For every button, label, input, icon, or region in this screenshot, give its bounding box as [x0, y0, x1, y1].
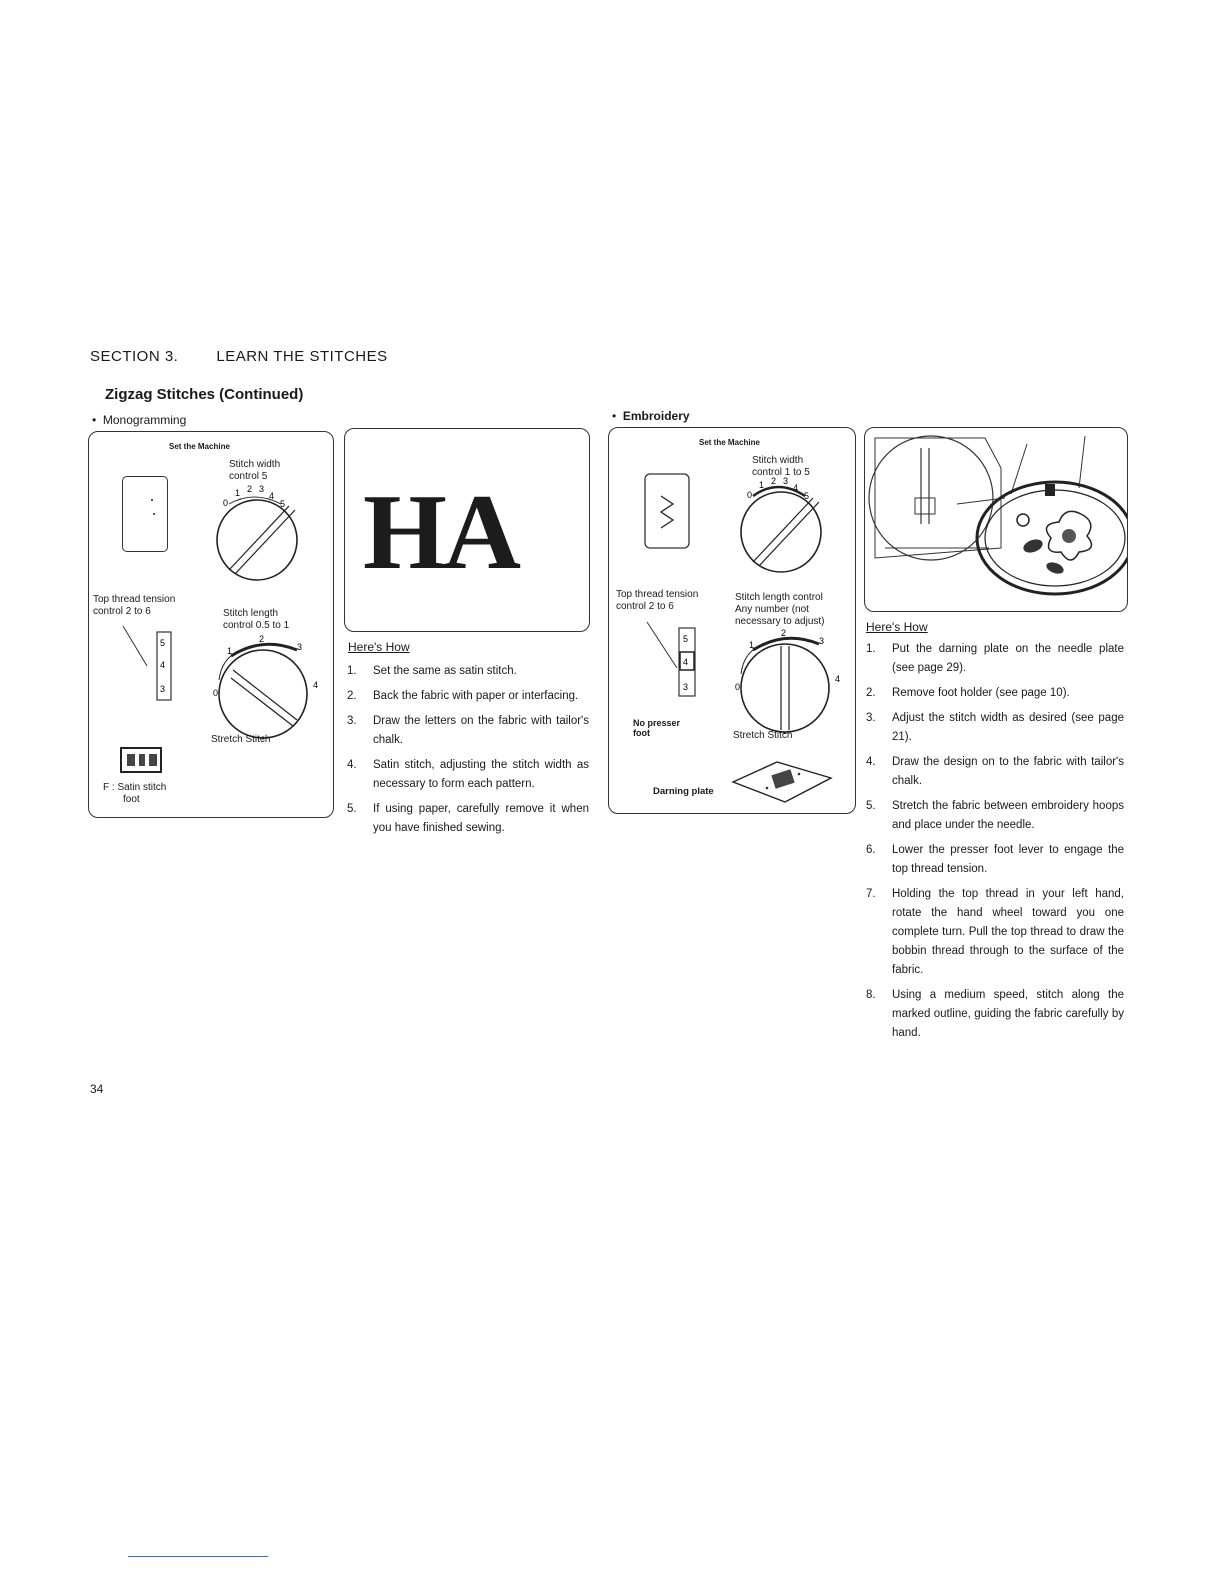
svg-text:2: 2	[259, 634, 265, 644]
svg-text:1: 1	[749, 640, 755, 650]
svg-text:5: 5	[804, 491, 810, 501]
monogramming-steps	[347, 662, 589, 844]
list-item: 5. If using paper, carefully remove it when you have finished sewing.	[347, 803, 589, 834]
dial-tick: 1	[235, 488, 241, 498]
stitch-length-label: Stitch length control 0.5 to 1	[223, 608, 290, 631]
list-item: 3. Adjust the stitch width as desired (see page 21).	[866, 712, 1124, 743]
svg-text:3: 3	[297, 642, 303, 652]
svg-text:2: 2	[781, 628, 787, 638]
list-item: 7. Holding the top thread in your left hand, rotate the hand wheel toward you one complete turn. Pull the top thread to draw the bobbin thread through to the surface of the fabric.	[866, 888, 1124, 976]
no-presser-foot-label: No presser foot	[633, 718, 681, 738]
stitch-length-label: Stitch length control Any number (not necessary to adjust)	[735, 592, 825, 627]
tension-indicator-icon	[643, 618, 713, 708]
svg-text:4: 4	[160, 660, 166, 670]
list-item: 1. Put the darning plate on the needle plate (see page 29).	[866, 643, 1124, 674]
dial-tick: 3	[259, 484, 265, 494]
list-item: 4. Draw the design on to the fabric with tailor's chalk.	[866, 756, 1124, 787]
foot-label: F : Satin stitch foot	[103, 782, 167, 805]
list-item: 5. Stretch the fabric between embroidery hoops and place under the needle.	[866, 800, 1124, 831]
svg-text:0: 0	[735, 682, 741, 692]
svg-text:4: 4	[313, 680, 319, 690]
stitch-length-dial-icon	[723, 624, 853, 734]
page-subtitle: Zigzag Stitches (Continued)	[105, 386, 304, 403]
svg-text:2: 2	[771, 476, 777, 486]
svg-text:3: 3	[683, 682, 689, 692]
stitch-width-label: Stitch width control 1 to 5	[752, 455, 810, 478]
bullet-icon: •	[92, 413, 103, 427]
stitch-width-dial-icon	[733, 474, 843, 574]
list-item: 1. Set the same as satin stitch.	[347, 665, 517, 677]
tension-indicator-icon	[119, 622, 189, 712]
darning-plate-label: Darning plate	[653, 786, 714, 797]
section-name: LEARN THE STITCHES	[216, 348, 388, 365]
bullet-icon: •	[612, 409, 623, 423]
page-number: 34	[90, 1082, 104, 1096]
svg-text:4: 4	[683, 657, 689, 667]
svg-text:0: 0	[213, 688, 219, 698]
list-item: 8. Using a medium speed, stitch along the marked outline, guiding the fabric carefully by hand.	[866, 989, 1124, 1039]
embroidery-label: Embroidery	[622, 409, 690, 423]
satin-stitch-foot-icon	[119, 744, 165, 776]
stitch-pattern-card-icon	[122, 476, 168, 552]
section-title	[90, 348, 388, 365]
svg-text:3: 3	[160, 684, 166, 694]
set-machine-label: Set the Machine	[169, 442, 230, 451]
list-item: 2. Remove foot holder (see page 10).	[866, 687, 1070, 699]
embroidery-hoop-illustration	[864, 427, 1128, 612]
embroidery-settings-panel	[608, 427, 856, 814]
svg-text:3: 3	[819, 636, 825, 646]
monogram-sample-panel	[344, 428, 590, 632]
monogramming-heading	[92, 413, 186, 427]
svg-text:1: 1	[227, 646, 233, 656]
dial-tick: 2	[247, 484, 253, 494]
list-item: 2. Back the fabric with paper or interfacing.	[347, 690, 579, 702]
tension-label: Top thread tension control 2 to 6	[93, 594, 176, 617]
dial-tick: 4	[269, 491, 275, 501]
dial-tick: 0	[223, 498, 229, 508]
svg-text:3: 3	[783, 476, 789, 486]
stretch-stitch-label: Stretch Stitch	[733, 730, 793, 741]
monogramming-label: Monogramming	[102, 413, 187, 427]
monogram-sample-letters: HA	[363, 473, 517, 592]
stitch-width-dial-icon	[209, 482, 319, 582]
embroidery-heres-how: Here's How	[866, 620, 928, 634]
stretch-stitch-label: Stretch Stitch	[211, 734, 271, 745]
list-item: 4. Satin stitch, adjusting the stitch width as necessary to form each pattern.	[347, 759, 589, 790]
section-number: SECTION 3.	[90, 348, 179, 365]
stitch-length-dial-icon	[201, 630, 331, 740]
embroidery-heading	[612, 409, 690, 423]
darning-plate-icon	[727, 758, 837, 808]
list-item: 3. Draw the letters on the fabric with tailor's chalk.	[347, 715, 589, 746]
embroidery-hoop-icon	[865, 428, 1127, 611]
embroidery-steps	[866, 640, 1124, 1049]
monogramming-settings-panel	[88, 431, 334, 818]
dial-tick: 5	[280, 499, 286, 509]
svg-text:4: 4	[835, 674, 841, 684]
stitch-width-label: Stitch width control 5	[229, 459, 281, 482]
svg-text:1: 1	[759, 480, 765, 490]
footer-divider	[128, 1556, 268, 1557]
svg-text:5: 5	[683, 634, 689, 644]
svg-text:5: 5	[160, 638, 166, 648]
svg-text:4: 4	[793, 483, 799, 493]
list-item: 6. Lower the presser foot lever to engage the top thread tension.	[866, 844, 1124, 875]
zigzag-pattern-card-icon	[643, 472, 693, 552]
tension-label: Top thread tension control 2 to 6	[616, 589, 699, 612]
set-machine-label: Set the Machine	[699, 438, 760, 447]
monogramming-heres-how: Here's How	[348, 640, 410, 654]
svg-text:0: 0	[747, 490, 753, 500]
